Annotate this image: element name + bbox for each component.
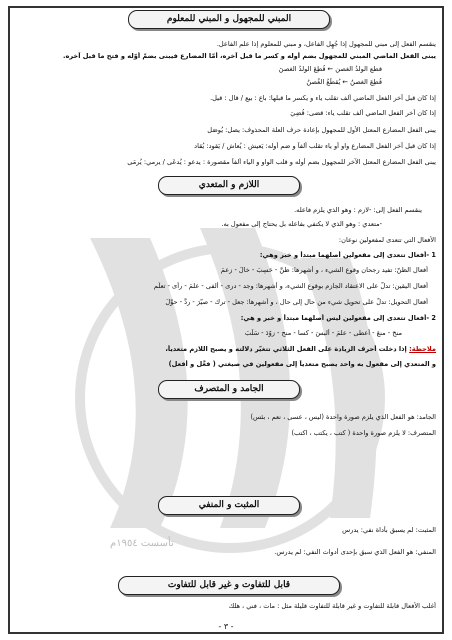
- section-heading-compare: قابل للتفاوت و غير قابل للتفاوت: [118, 576, 340, 595]
- transitive-item-2: [16, 314, 436, 323]
- manfi-definition: المنفي: هو الفعل الذي سبق بإحدى أدوات النفي: لم يدرس.: [274, 548, 436, 556]
- note-label: ملاحظة:: [409, 345, 436, 353]
- muthbat-definition: المثبت: لم يسبق بأداة نفي: يدرس: [342, 526, 436, 534]
- jamid-definition: الجامد: هو الفعل الذي يلزم صورة واحدة (ليس ، عسى ، نعم ، بئس): [250, 413, 436, 421]
- section-heading-transitive: اللازم و المتعدي: [158, 176, 300, 195]
- mutasarrif-definition: المتصرف: لا يلزم صورة واحدة ( كتب ، يكتب ، اكتب): [291, 429, 436, 437]
- passive-note-3: يبنى الفعل المضارع المعتل الأول للمجهول بإعادة حرف العلة المحذوف: يصل: يُوصَل: [207, 126, 436, 134]
- passive-note-1: إذا كان قبل آخر الفعل الماضي ألف تقلب ياء و يكسر ما قبلها: باع : بيع / قال : قيل.: [210, 94, 436, 102]
- item-heading: -أفعال تتعدى إلى مفعولين ليس أصلهما مبتدأ و خبر و هي:: [240, 314, 430, 322]
- item-number: 2: [431, 314, 436, 322]
- note-text: إذا دخلت أحرف الزيادة على الفعل الثلاثي تتغيّر دلالته و يصبح اللازم متعدياً،: [165, 345, 407, 353]
- passive-note-2: إذا كان آخر الفعل الماضي ألف تقلب ياء: قضى: قُضِيَ: [290, 109, 436, 117]
- founding-year-watermark: تأسست ١٩٥٤م: [110, 538, 174, 549]
- compare-text: أغلب الأفعال قابلة للتفاوت و غير قابلة للتفاوت قليلة مثل : مات ، فني ، هلك: [228, 602, 436, 610]
- transitive-item-1: [16, 251, 436, 260]
- passive-example-1: قطع الولدُ الغصن ← قُطِعَ الولدُ الغصنَ: [278, 65, 382, 73]
- transitive-note-2: و المتعدي إلى مفعول به واحد يصبح متعدياً إلى مفعولين في صيغتي ( فعَّل و أفعل): [168, 360, 436, 368]
- section-heading-rigid: الجامد و المتصرف: [158, 380, 300, 399]
- transitive-note: [16, 345, 436, 354]
- tahweel-verbs: أفعال التحويل: تدلّ على تحويل شيء من حال إلى حال ، و أشهرها: جعل - ترك - صيّرَ - ردَّ - حوَّلَ: [165, 298, 428, 306]
- item-2-verb-list: منحَ - منعَ - أعطى - علمَ - ألبسَ - كسا - منح - زوّدَ - سَلَبَ: [244, 329, 402, 337]
- transitive-types: الأفعال التي تتعدى لمفعولين نوعان:: [338, 236, 436, 244]
- page-number: - ٣ -: [218, 622, 234, 631]
- passive-intro: ينقسم الفعل إلى مبني للمجهول إذا جُهِل الفاعل، و مبني للمعلوم إذا علم الفاعل.: [216, 40, 436, 48]
- zann-verbs: أفعال الظنّ: تفيد رجحان وقوع الشيء ، و أشهرها: ظنَّ - حَسِبَ - خالَ - زعمَ: [220, 266, 428, 274]
- item-number: 1: [431, 251, 436, 259]
- yaqeen-verbs: أفعال اليقين: تدلّ على الاعتقاد الجازم بوقوع الشيء، و أشهرها: وجد - درى - ألفى - علمَ - رأى - تعلَّم: [153, 282, 428, 290]
- passive-note-4: إذا كان قبل آخر الفعل المضارع واو أو ياء تقلب ألفاً و ضم أوله: يَعيش : يُعاش / يَقود: يُقاد: [194, 142, 436, 150]
- passive-note-5: يبنى الفعل المضارع المعتل الآخر للمجهول بضم أوله و قلب الواو و الياء ألفاً مقصورة : يدعو : يُدعَى / يرمي: يُرمَى: [127, 158, 436, 166]
- section-heading-affirm: المثبت و المنفي: [158, 496, 300, 515]
- item-heading: -أفعال تتعدى إلى مفعولين أصلهما مبتدأ و خبر وهي:: [259, 251, 430, 259]
- passive-example-2: قُطِعَ الغصنُ ← يُقطَعُ الغُصنُ: [306, 78, 382, 86]
- section-heading-passive: المبني للمجهول و المبني للمعلوم: [128, 10, 330, 29]
- passive-rule-past: يبنى الفعل الماضي المبني للمجهول بضم أوله و كسر ما قبل آخره، أمّا المضارع فيبنى بضمّ أوّله و فتح ما قبل آخره.: [62, 52, 436, 60]
- transitive-intro: ينقسم الفعل إلى: -لازم : وهو الذي يلزم فاعله.: [294, 206, 422, 214]
- transitive-def: -متعدي : وهو الذي لا يكتفي بفاعله بل يحتاج إلى مفعول به.: [221, 220, 382, 228]
- document-page: [8, 6, 444, 634]
